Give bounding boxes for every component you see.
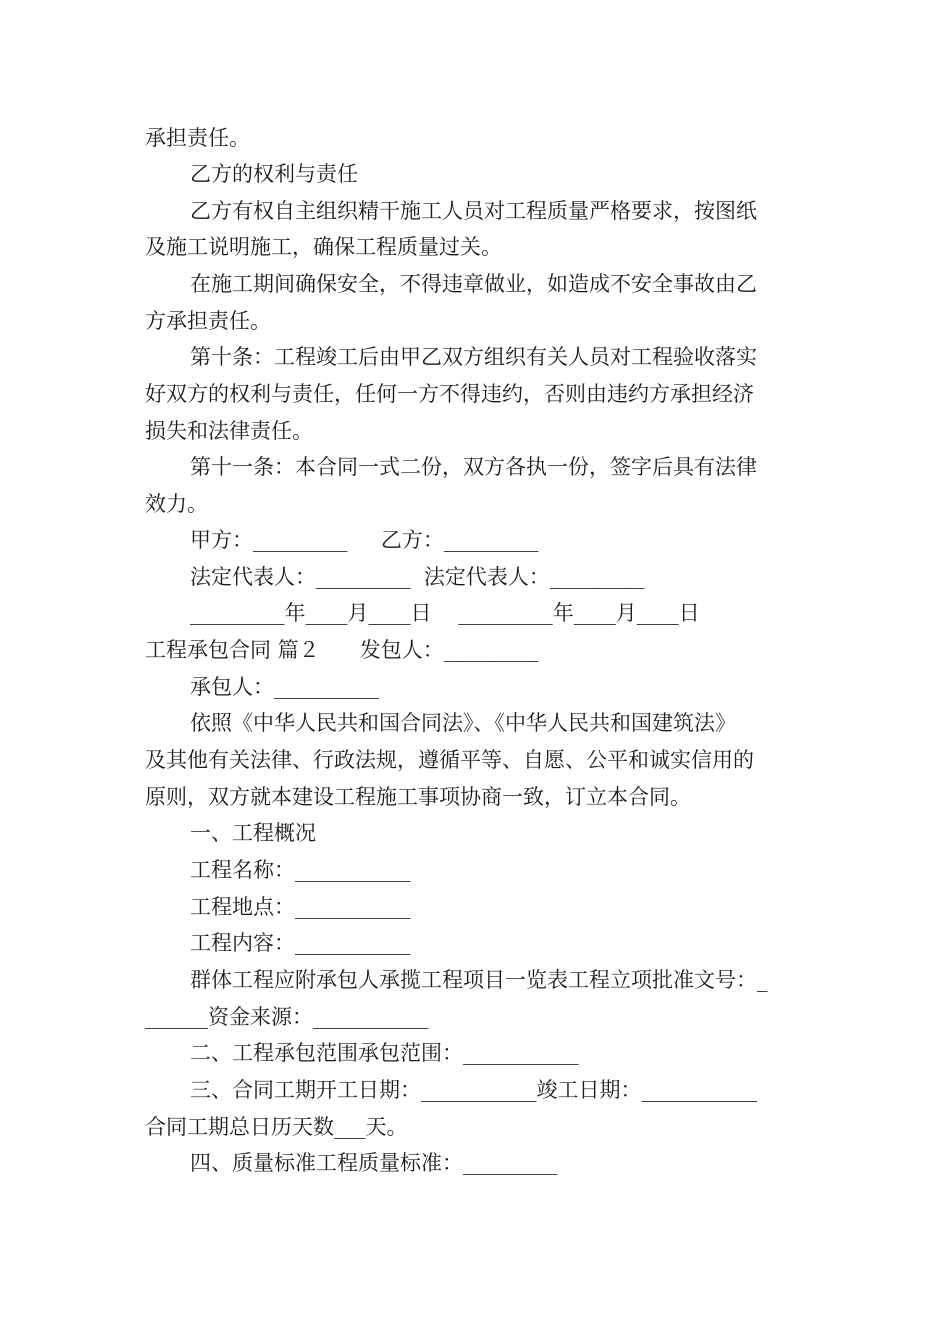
form-field-line: 工程内容：___________ [190, 931, 411, 955]
text-line: 效力。 [145, 492, 208, 516]
section-heading: 乙方的权利与责任 [190, 162, 358, 186]
text-line: 依照《中华人民共和国合同法》、《中华人民共和国建筑法》 [190, 711, 736, 735]
text-line: 在施工期间确保安全，不得违章做业，如造成不安全事故由乙 [190, 272, 757, 296]
section-heading: 二、工程承包范围承包范围：___________ [190, 1041, 579, 1065]
date-line: _________年____月____日 _________年____月____日 [190, 601, 700, 625]
representative-line: 法定代表人：_________ 法定代表人：_________ [190, 565, 645, 589]
section-heading: 一、工程概况 [190, 821, 316, 845]
form-field-line: 工程地点：___________ [190, 895, 411, 919]
text-line: 及施工说明施工，确保工程质量过关。 [145, 235, 502, 259]
text-line: 损失和法律责任。 [145, 419, 313, 443]
article-11: 第十一条：本合同一式二份，双方各执一份，签字后具有法律 [190, 455, 757, 479]
contract-title-line: 工程承包合同 篇２ 发包人：_________ [145, 638, 539, 662]
text-line: 合同工期总日历天数___天。 [145, 1115, 408, 1139]
party-signature-line: 甲方：_________ 乙方：_________ [190, 528, 539, 552]
text-line: 乙方有权自主组织精干施工人员对工程质量严格要求，按图纸 [190, 199, 757, 223]
section-heading: 四、质量标准工程质量标准：_________ [190, 1151, 558, 1175]
text-line: 及其他有关法律、行政法规，遵循平等、自愿、公平和诚实信用的 [145, 748, 754, 772]
contractor-line: 承包人：__________ [190, 675, 379, 699]
article-10: 第十条：工程竣工后由甲乙双方组织有关人员对工程验收落实 [190, 345, 757, 369]
text-line: 群体工程应附承包人承揽工程项目一览表工程立项批准文号：_ [190, 968, 768, 992]
text-line: 方承担责任。 [145, 309, 271, 333]
section-heading: 三、合同工期开工日期：___________竣工日期：___________ [190, 1078, 757, 1102]
text-line: 原则，双方就本建设工程施工事项协商一致，订立本合同。 [145, 785, 691, 809]
text-line: ______资金来源：___________ [145, 1005, 429, 1029]
form-field-line: 工程名称：___________ [190, 858, 411, 882]
text-line: 好双方的权利与责任，任何一方不得违约，否则由违约方承担经济 [145, 382, 754, 406]
text-line: 承担责任。 [145, 126, 250, 150]
